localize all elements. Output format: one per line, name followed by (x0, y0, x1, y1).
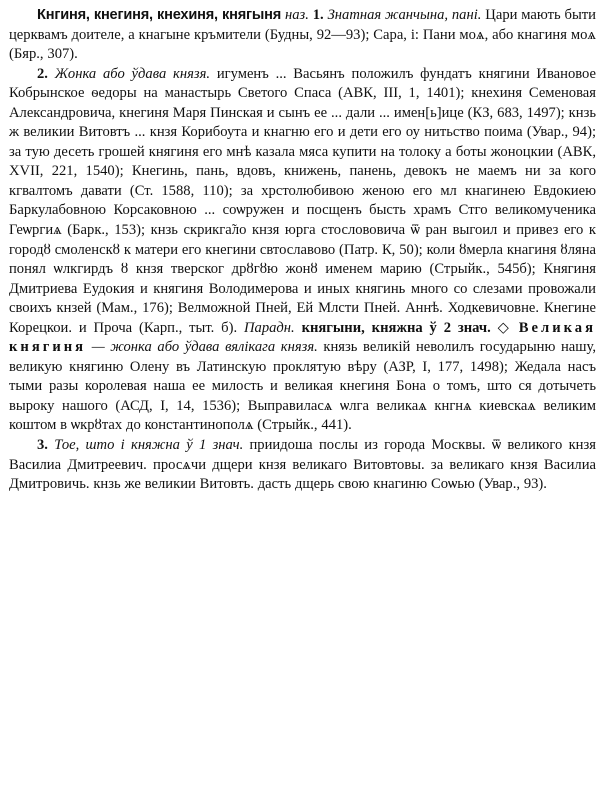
sense-2-citations: игуменъ ... Васьянъ положилъ фундатъ княгини Ивановое Кобрынское ѳедоры на манастырь Светого Спаса (АВК, III, 1, 1401); кнехиня Семеновая Александровича, кнегиня Маря Пинская и сынъ ее ... дали ... имен[ь]ице (КЗ, 683, 1497); кнзь ж великии Витовтъ ... кнзя Корибоута и кнагню его и дети его оу нитьство поима (Увар., 94); за тую десеть грошей княгиня его мнѣ казала мяса купити на толоку а боты жоноцкии (АВК, XVII, 221, 1540); Кнегинь, пань, вдовъ, книжень, панень, девокъ не маемъ ни за кого кгвалтомъ давати (Ст. 1588, 110); за хрстолюбивою женою его мл кнагинею Евдокиею Баркулабовною Корсаковною ... соѡружен и посщенъ бысть храмъ Стго великомученика Геѡргиѧ (Барк., 153); кнзь скрикга̃ло кнзя юрга стослововича ѿ ран выгоил и привез его к городȣ смоленскȣ к матери его кнегини свтославово (Патр. К, 50); коли ȣмерла кнагиня ȣляна понял ѡлкгирдъ ȣ кнзя тверског дрȣгȣю жонȣ именем марию (Стрыйк., 545б); Княгиня Дмитриева Еудокия и княгиня Володимерова и иных княгинь много со слезами провожали своихъ кнзей (Мам., 176); Велможной Пней, Ей Млсти Пней. Аннѣ. Ходкевичовне. Кнегине Корецкои. и Проча (Карп., тыт. б). (9, 65, 596, 336)
sense-2-paragraph (9, 65, 596, 436)
sense-number-3: 3. (37, 437, 48, 454)
paradigm-label: Парадн. (243, 319, 295, 336)
sense-3-citations: приидоша послы из города Москвы. ѿ великого кнзя Василиа Дмитреевич. просѧчи дщери кнзя великаго Витовтовы. за великаго кнзя Василиа Дмитровичь. кнзь же великии Витовть. дасть дщерь свою кнагиню Соѡью (Увар., 93). (9, 437, 596, 493)
sense-number-2: 2. (37, 65, 48, 82)
sense-number-1: 1. (312, 7, 324, 23)
sense-3-definition: Тое, што і княжна ў 1 знач. (54, 437, 244, 454)
sense-1-definition: Знатная жанчына, пані. (327, 7, 482, 23)
set-phrase: Великая княгиня (9, 319, 596, 356)
set-phrase-definition: — жонка або ўдава вялікага князя. (91, 339, 318, 356)
set-phrase-citations: князь великій неволилъ государыню нашу, великую княгиню Олену въ Латинскую проклятую вѣру (АЗР, I, 177, 1498); Жедала насъ тыми разы королевая наша ее милость и великая кнегиня Бона о томъ, што ся дотычеть выроку нашого (АСД, I, 14, 1536); Выправиласѧ ѡлга великаѧ кнгнѧ киевскаѧ великим коштом в ѡкрȣтах до константинополѧ (Стрыйк., 441). (9, 339, 596, 434)
sense-1-citations: Цари мають быти церквамъ доителе, а кнагыне кръмители (Будны, 92—93); Сара, і: Пани моѧ, або кнагиня моѧ (Бяр., 307). (9, 7, 596, 63)
paradigm-text: княгыни, княжна ў 2 знач. (301, 319, 491, 336)
sense-3-paragraph (9, 436, 596, 495)
sense-1-paragraph (9, 6, 596, 65)
grammar-label: наз. (284, 7, 309, 23)
sense-2-definition: Жонка або ўдава князя. (54, 65, 211, 82)
headword: Кнгиня, кнегиня, кнехиня, княгыня (37, 7, 282, 23)
phrase-diamond-icon: ◇ (497, 319, 512, 336)
